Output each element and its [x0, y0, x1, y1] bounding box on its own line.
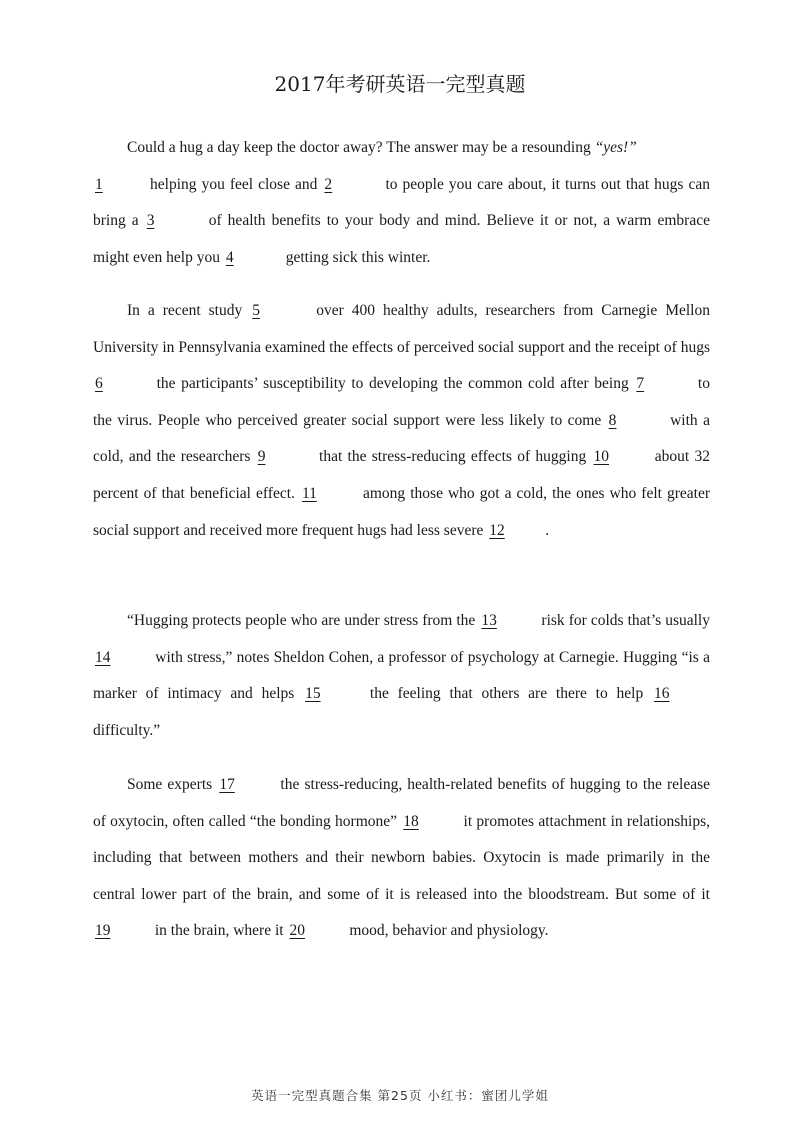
- blank-7: 7: [636, 375, 645, 393]
- paragraph-2: In a recent study 5 over 400 healthy adults, researchers from Carnegie Mellon University in Pennsylvania examined the effects of perceived social support and the receipt of hugs 6 the participants’ susceptibility to developing the common cold after being 7 to the virus. People who perceived greater social support were less likely to come 8 with a cold, and the researchers 9 that the stress-reducing effects of hugging 10 about 32 percent of that beneficial effect. 11 among those who got a cold, the ones who felt greater social support and received more frequent hugs had less severe 12 .: [93, 293, 710, 549]
- paragraph-4: Some experts 17 the stress-reducing, health-related benefits of hugging to the release of oxytocin, often called “the bonding hormone” 18 it promotes attachment in relationships, including that between mothers and their newborn babies. Oxytocin is made primarily in the central lower part of the brain, and some of it is released into the bloodstream. But some of it 19 in the brain, where it 20 mood, behavior and physiology.: [93, 767, 710, 950]
- blank-6: 6: [95, 375, 103, 393]
- blank-11: 11: [301, 484, 317, 502]
- blank-10: 10: [593, 448, 609, 466]
- blank-13: 13: [481, 612, 497, 629]
- blank-12: 12: [489, 521, 505, 539]
- blank-5: 5: [252, 302, 260, 319]
- page-title: 2017年考研英语一完型真题: [274, 72, 526, 96]
- blank-3: 3: [146, 212, 155, 230]
- blank-8: 8: [608, 411, 617, 429]
- blank-9: 9: [257, 448, 266, 466]
- blank-17: 17: [219, 776, 235, 793]
- blank-19: 19: [95, 922, 111, 940]
- paragraph-1: Could a hug a day keep the doctor away? The answer may be a resounding “yes!” 1 helping you feel close and 2 to people you care about, it turns out that hugs can bring a 3 of health benefits to your body and mind. Believe it or not, a warm embrace might even help you 4 getting sick this winter.: [93, 130, 710, 276]
- blank-4: 4: [225, 248, 234, 266]
- page-footer: 英语一完型真题合集 第25页 小红书：蜜团儿学姐: [251, 1088, 549, 1103]
- blank-15: 15: [305, 685, 321, 703]
- blank-14: 14: [95, 648, 111, 666]
- emphasis-yes: “yes!”: [594, 139, 637, 156]
- blank-1: 1: [95, 175, 103, 193]
- blank-2: 2: [324, 175, 333, 193]
- blank-16: 16: [654, 685, 670, 703]
- blank-20: 20: [289, 922, 305, 940]
- blank-18: 18: [403, 812, 419, 830]
- paragraph-3: “Hugging protects people who are under stress from the 13 risk for colds that’s usually 14 with stress,” notes Sheldon Cohen, a professor of psychology at Carnegie. Hugging “is a marker of intimacy and helps 15 the feeling that others are there to help 16 difficulty.”: [93, 603, 710, 749]
